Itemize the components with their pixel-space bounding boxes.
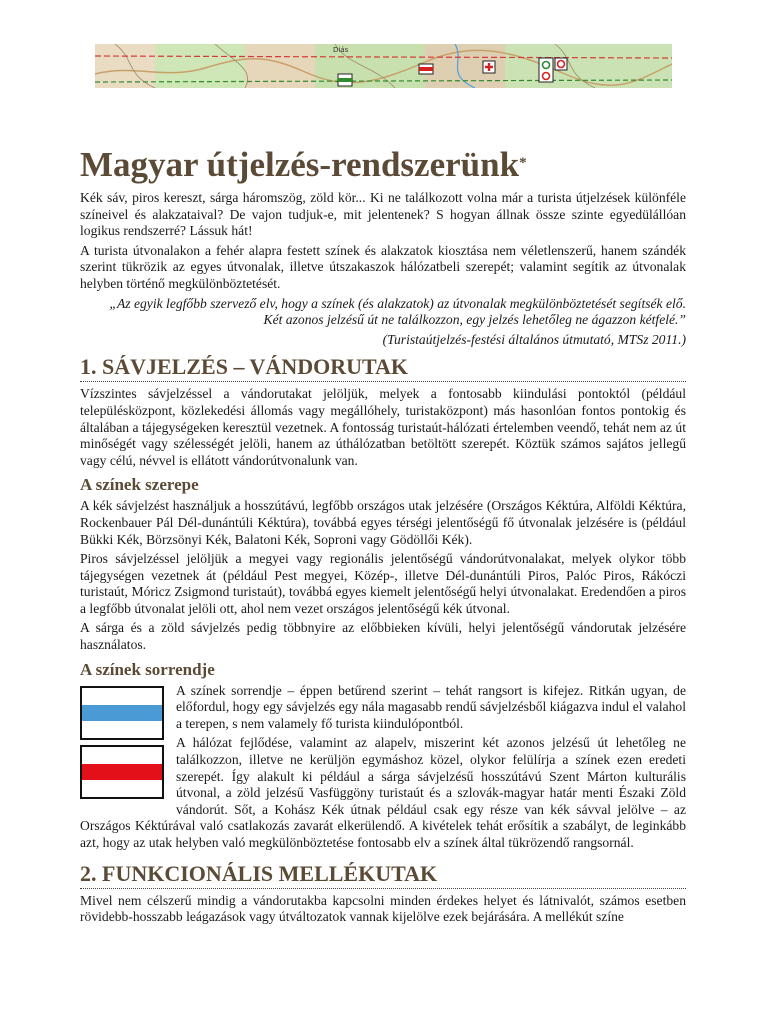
- page-title: Magyar útjelzés-rendszerünk*: [80, 145, 527, 184]
- section-heading-mellekutak: 2. FUNKCIONÁLIS MELLÉKUTAK: [80, 861, 686, 889]
- blue-stripe-marker: [80, 686, 164, 740]
- intro-paragraph-1: Kék sáv, piros kereszt, sárga háromszög, zöld kör... Ki ne találkozott volna már a turista útjelzések különféle színeivel és alakzataival? De vajon tudjuk-e, mit jelentenek? S hogyan állnak össze szinte egyedülállóan logikus rendszerré? Lássuk hát!: [80, 190, 686, 239]
- trail-marker-samples: [80, 686, 164, 804]
- map-town-label: Diás: [333, 46, 349, 54]
- red-stripe: [82, 764, 162, 780]
- szerepe-paragraph-3: A sárga és a zöld sávjelzés pedig többnyire az előbbieken kívüli, helyi jelentőségű vándorutak jelzésére használatos.: [80, 620, 686, 653]
- section2-paragraph: Mivel nem célszerű mindig a vándorutakba kapcsolni minden érdekes helyet és látnivalót, számos esetben rövidebb-hosszabb leágazások vagy útváltozatok vannak kijelölve ezek bejárására. A mellékút színe: [80, 892, 686, 925]
- section1-paragraph: Vízszintes sávjelzéssel a vándorutakat jelöljük, melyek a fontosabb kiindulási pontoktól (például településközpont, közlekedési állomás vagy megállóhely, turistaközpont) más hasonlóan fontos pontokig és általában a tájegységeken keresztül vezetnek. A fontosság turistaút-hálózati értelemben veendő, tehát nem az út minőségét vagy szélességét jelöli, hanem az úthálózatban betöltött szerepét. Köztük számos sajátos jellegű vagy célú, névvel is ellátott vándorútvonalunk van.: [80, 386, 686, 468]
- quote-line-1: „Az egyik legfőbb szervező elv, hogy a színek (és alakzatok) az útvonalak megkülönböztetését segítsék elő.: [109, 295, 686, 311]
- blue-stripe: [82, 705, 162, 721]
- sorrendje-paragraph-1: A színek sorrendje – éppen betűrend szerint – tehát rangsort is kifejez. Ritkán ugyan, de előfordul, hogy egy sávjelzés egy nála magasabb rendű sávjelzésből kiágazva indul el valahol a terepen, s nem valamely fő turista kiindulópontból.: [176, 682, 686, 731]
- subheading-szinek-sorrendje: A színek sorrendje: [80, 659, 215, 679]
- red-stripe-marker: [80, 745, 164, 799]
- quote-citation: (Turistaútjelzés-festési általános útmutató, MTSz 2011.): [382, 331, 686, 347]
- document-body: [80, 140, 686, 929]
- intro-paragraph-2: A turista útvonalakon a fehér alapra festett színek és alakzatok kiosztása nem véletlenszerű, hanem szándék szerint tükrözik az egyes útvonalak, illetve útszakaszok hálózatbeli szerepét; valamint segítik az útvonalak helyben történő megkülönböztetését.: [80, 242, 686, 291]
- szerepe-paragraph-2: Piros sávjelzéssel jelöljük a megyei vagy regionális jelentőségű vándorútvonalakat, melyek olykor több tájegységen vezetnek át (például Pest megyei, Közép-, illetve Dél-dunántúli Piros, Palóc Piros, Rákóczi turistaút, Móricz Zsigmond turistaút), továbbá egyes kiemelt jelentőségű helyi útvonalakat. Eredendően a piros a legfőbb útvonalat jelöli ott, ahol nem vezet országos jelentőségű kék útvonal.: [80, 551, 686, 616]
- szerepe-paragraph-1: A kék sávjelzést használjuk a hosszútávú, legfőbb országos utak jelzésére (Országos Kéktúra, Alföldi Kéktúra, Rockenbauer Pál Dél-dunántúli Kéktúra), továbbá egyes térségi jelentőségű fő útvonalak jelzésére is (például Bükki Kék, Börzsönyi Kék, Balatoni Kék, Soproni vagy Gödöllői Kék).: [80, 498, 686, 547]
- map-banner: [95, 44, 672, 88]
- sorrendje-paragraph-2: A hálózat fejlődése, valamint az alapelv, miszerint két azonos jelzésű út lehetőleg ne találkozzon, illetve ne kerüljön egymáshoz közel, olykor felülírja a színek ezen eredeti szerepét. Így alakult ki például a sárga sávjelzésű hosszútávú Szent Márton kulturális útvonal, a zöld jelzésű Vasfüggöny turistaút és a szlovák-magyar határ menti Északi Zöld vándorút. Sőt, a Kohász Kék útnak például csak egy része van kék sávval jelölve – az Országos Kéktúrával való csatlakozás zavarát elkerülendő. A kivételek tehát erősítik a szabályt, de leginkább azt, hogy az utak helyben való megkülönböztetése fontosabb elv a színek által tükrözendő rangsornál.: [80, 735, 686, 850]
- quote-line-2: Két azonos jelzésű út ne találkozzon, egy jelzés lehetőleg ne ágazzon kétfelé.”: [263, 312, 686, 328]
- footnote-mark: *: [519, 155, 527, 171]
- map-illustration: [95, 44, 672, 88]
- section-heading-savjelzes: 1. SÁVJELZÉS – VÁNDORUTAK: [80, 354, 686, 382]
- subheading-szinek-szerepe: A színek szerepe: [80, 475, 199, 495]
